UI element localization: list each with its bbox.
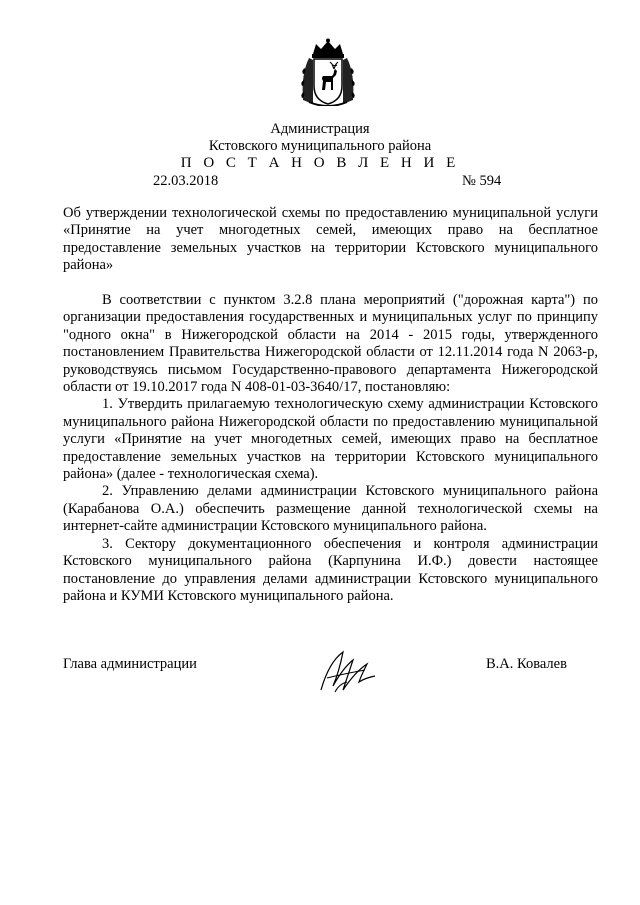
org-name-line-2: Кстовского муниципального района bbox=[208, 138, 432, 154]
clause-2-paragraph: 2. Управлению делами администрации Кстовского муниципального района (Карабанова О.А.) обеспечить размещение данной технологической схемы на интернет-сайте администрации Кстовского муниципального района. bbox=[63, 483, 598, 535]
signatory-name: В.А. Ковалев bbox=[486, 656, 567, 672]
preamble-paragraph: В соответствии с пунктом 3.2.8 плана мероприятий ("дорожная карта") по организации предоставления государственных и муниципальных услуг по принципу "одного окна" в Нижегородской области на 2014 - 2015 годы, утвержденного постановлением Правительства Нижегородской области от 12.11.2014 года N 2063-р, руководствуясь письмом Государственно-правового департамента Нижегородской области от 19.10.2017 года N 408-01-03-3640/17, постановляю: bbox=[63, 292, 598, 396]
handwritten-signature-icon bbox=[313, 642, 383, 702]
document-body bbox=[63, 292, 598, 605]
signatory-title: Глава администрации bbox=[63, 656, 197, 672]
document-type-title: П О С Т А Н О В Л Е Н И Е bbox=[180, 155, 460, 171]
document-date: 22.03.2018 bbox=[153, 173, 219, 189]
coat-of-arms-icon bbox=[299, 38, 357, 106]
clause-1-paragraph: 1. Утвердить прилагаемую технологическую схему администрации Кстовского муниципального района Нижегородской области по предоставлению муниципальной услуги «Принятие на учет многодетных семей, имеющих право на бесплатное предоставление земельных участков на территории Кстовского муниципального района» (далее - технологическая схема). bbox=[63, 396, 598, 483]
document-number: № 594 bbox=[462, 173, 502, 189]
clause-3-paragraph: 3. Сектору документационного обеспечения и контроля администрации Кстовского муниципального района (Карпунина И.Ф.) довести настоящее постановление до управления делами администрации Кстовского муниципального района и КУМИ Кстовского муниципального района. bbox=[63, 535, 598, 604]
org-name-line-1: Администрация bbox=[270, 121, 370, 137]
document-subject: Об утверждении технологической схемы по предоставлению муниципальной услуги «Принятие на учет многодетных семей, имеющих право на бесплатное предоставление земельных участков на территории Кстовского муниципального района» bbox=[63, 205, 598, 274]
